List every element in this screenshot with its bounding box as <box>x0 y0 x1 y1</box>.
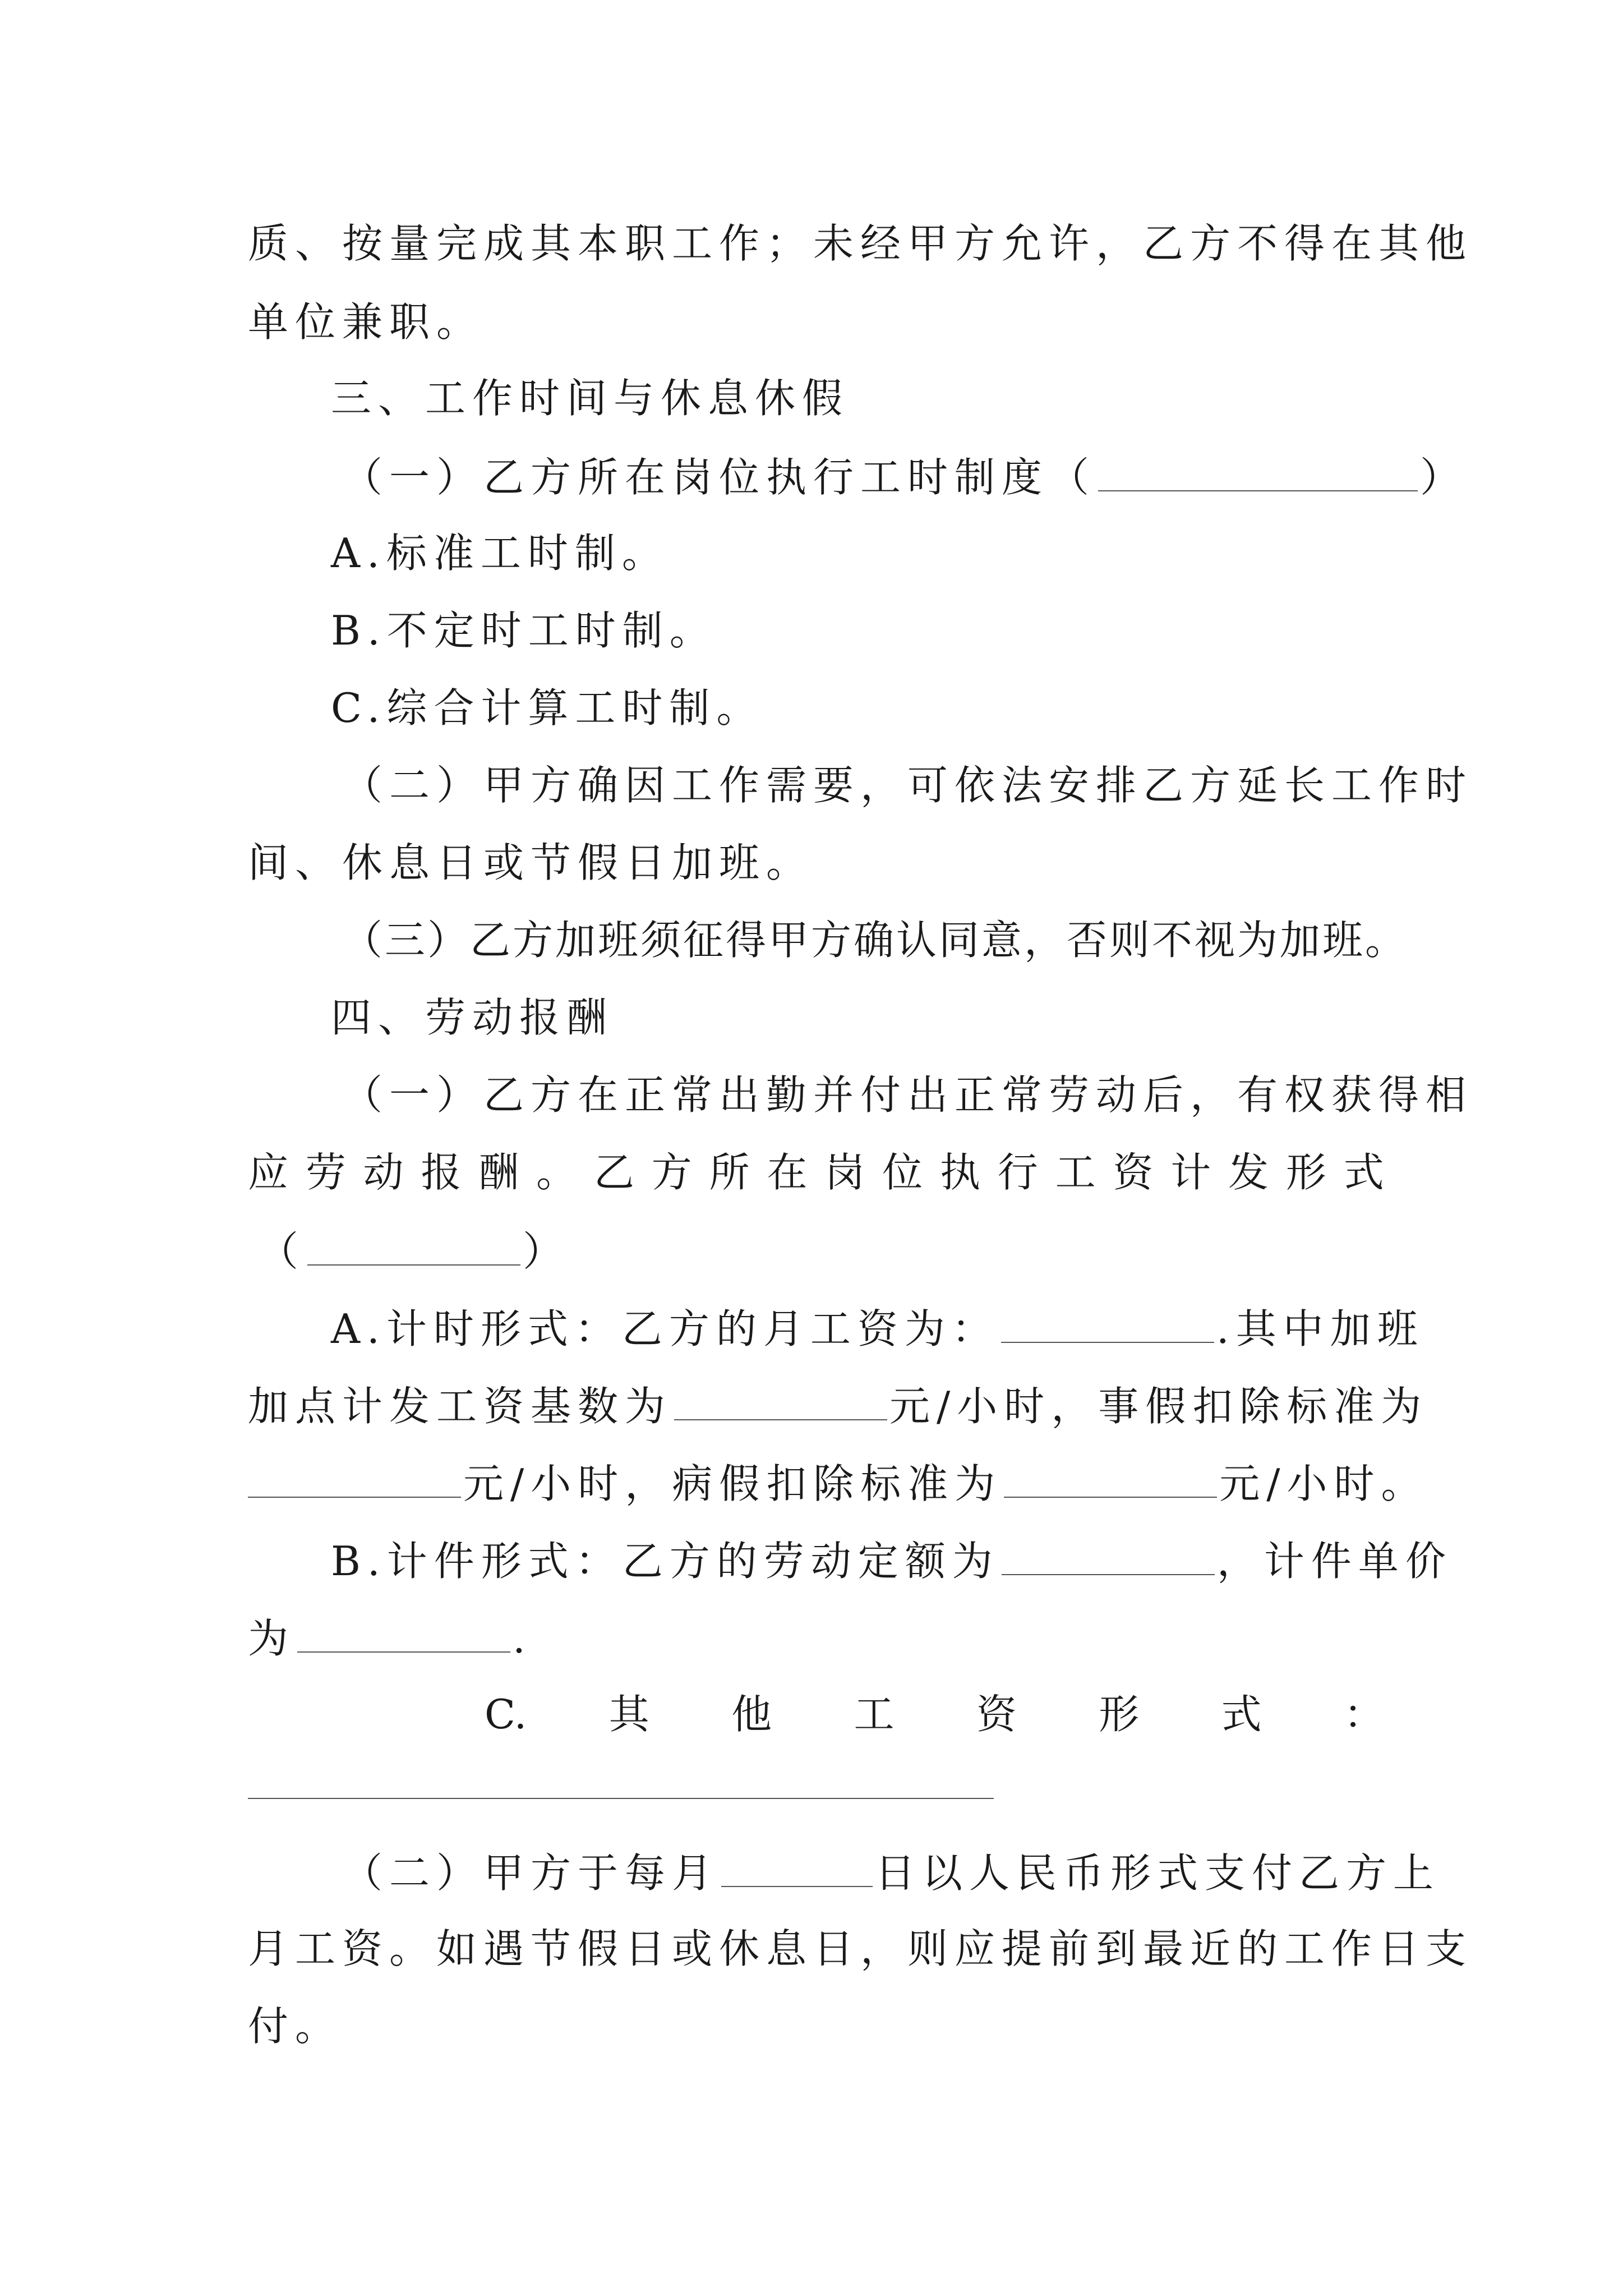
paragraph-line-justified <box>248 1149 1384 1196</box>
paragraph-line: 质、按量完成其本职工作；未经甲方允许，乙方不得在其他 <box>248 220 1473 267</box>
clause-4-1: （一）乙方在正常出勤并付出正常劳动后，有权获得相 <box>342 1071 1473 1119</box>
section-heading-3: 三、工作时间与休息休假 <box>331 375 850 422</box>
justified-char: 报 <box>421 1149 462 1196</box>
fill-in-blank[interactable] <box>721 1851 873 1887</box>
option-a: A.标准工时制。 <box>331 530 669 577</box>
justified-char: 位 <box>882 1149 923 1196</box>
fill-in-blank[interactable] <box>1001 1307 1214 1343</box>
paragraph-line: 月工资。如遇节假日或休息日，则应提前到最近的工作日支 <box>248 1925 1473 1972</box>
clause-4-2: （二）甲方于每月 日以人民币形式支付乙方上 <box>342 1849 1441 1897</box>
justified-char: 岗 <box>824 1149 865 1196</box>
justified-char: 计 <box>1170 1149 1211 1196</box>
justified-char: 式 <box>1221 1691 1262 1738</box>
paragraph-line: 间、休息日或节假日加班。 <box>248 839 814 886</box>
justified-char: 资 <box>1113 1149 1154 1196</box>
justified-char: ： <box>1343 1691 1384 1738</box>
justified-char: 应 <box>248 1149 289 1196</box>
justified-char: 酬 <box>478 1149 519 1196</box>
wage-option-a: A.计时形式：乙方的月工资为： .其中加班 <box>331 1305 1424 1352</box>
fill-in-blank[interactable] <box>297 1617 510 1653</box>
justified-char: 发 <box>1228 1149 1269 1196</box>
justified-char: 劳 <box>305 1149 346 1196</box>
paragraph-line: 为 . <box>248 1615 532 1662</box>
clause-3-1: （一）乙方所在岗位执行工时制度（ ） <box>342 454 1468 501</box>
fill-in-line[interactable] <box>248 1798 994 1799</box>
paragraph-line: 元/小时，病假扣除标准为 元/小时。 <box>248 1462 1384 1504</box>
paragraph-line: 付。 <box>248 2003 343 2050</box>
wage-option-c <box>485 1691 1384 1738</box>
justified-char: 方 <box>651 1149 692 1196</box>
fill-in-blank[interactable] <box>674 1384 887 1420</box>
justified-char: 形 <box>1285 1149 1326 1196</box>
justified-char: 工 <box>1055 1149 1096 1196</box>
justified-char: 工 <box>854 1691 895 1738</box>
justified-char: 其 <box>608 1691 649 1738</box>
option-c: C.综合计算工时制。 <box>331 684 764 731</box>
section-heading-4: 四、劳动报酬 <box>331 994 614 1041</box>
justified-char: 式 <box>1343 1149 1384 1196</box>
justified-char: 。 <box>536 1149 577 1196</box>
clause-3-3: （三）乙方加班须征得甲方确认同意，否则不视为加班。 <box>342 917 1408 964</box>
option-b: B.不定时工时制。 <box>331 607 717 654</box>
fill-in-blank[interactable] <box>1098 455 1418 491</box>
fill-in-blank[interactable] <box>248 1462 461 1498</box>
justified-char: 他 <box>731 1691 772 1738</box>
paragraph-line: 加点计发工资基数为 元/小时，事假扣除标准为 <box>248 1383 1428 1430</box>
justified-char: 乙 <box>593 1149 634 1196</box>
paragraph-line: 单位兼职。 <box>248 298 484 346</box>
justified-char: 行 <box>997 1149 1038 1196</box>
justified-char: 形 <box>1099 1691 1140 1738</box>
fill-in-blank[interactable] <box>1004 1462 1217 1498</box>
fill-in-blank[interactable] <box>307 1230 520 1266</box>
fill-in-blank[interactable] <box>1002 1539 1215 1575</box>
justified-char: 在 <box>767 1149 808 1196</box>
justified-char: 所 <box>709 1149 750 1196</box>
justified-char: 动 <box>363 1149 404 1196</box>
justified-char: 资 <box>976 1691 1017 1738</box>
clause-3-2: （二）甲方确因工作需要，可依法安排乙方延长工作时 <box>342 762 1473 809</box>
justified-char: C. <box>485 1691 527 1738</box>
justified-char: 执 <box>939 1149 980 1196</box>
paragraph-line: （ ） <box>258 1228 570 1275</box>
wage-option-b: B.计件形式：乙方的劳动定额为 ，计件单价 <box>331 1538 1453 1585</box>
